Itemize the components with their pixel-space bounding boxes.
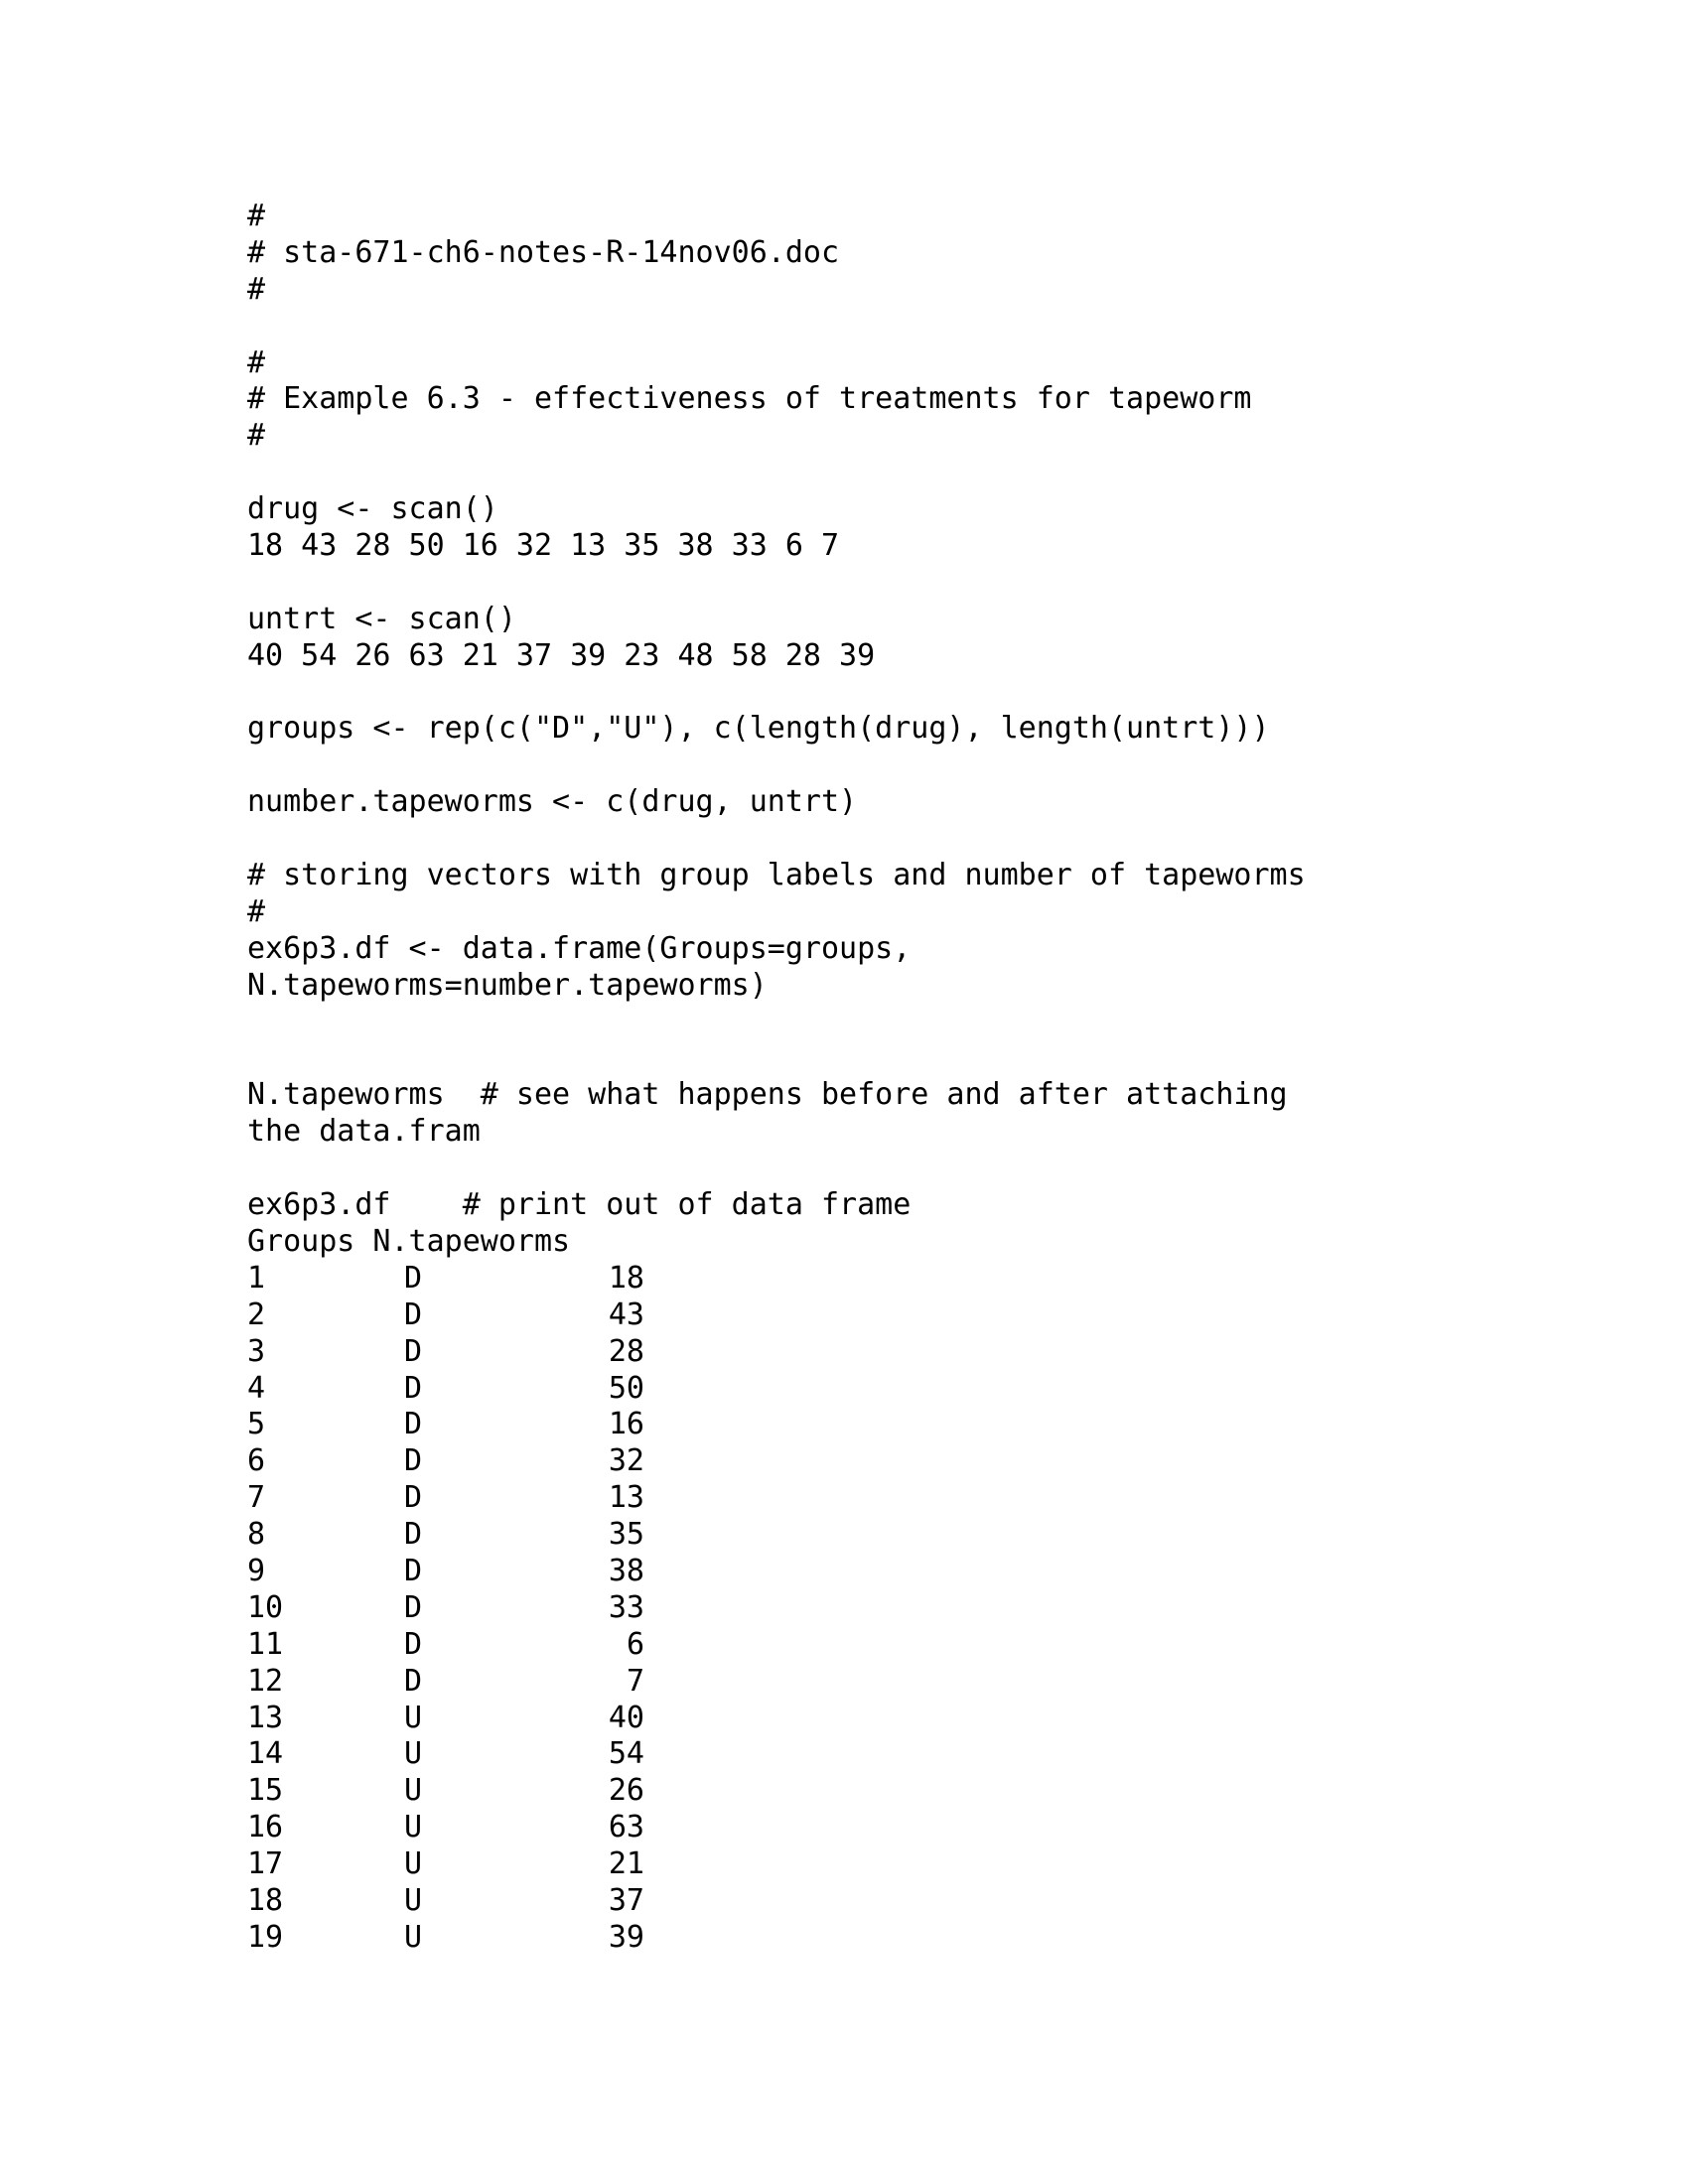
- row-index: 3: [247, 1333, 266, 1369]
- blank-line: [247, 455, 1538, 491]
- row-index: 19: [247, 1919, 284, 1955]
- drug-assign-line: drug <- scan(): [247, 491, 498, 527]
- table-row: [247, 1443, 1538, 1480]
- row-n-tapeworms: 21: [608, 1846, 644, 1882]
- storing-comment-end: #: [247, 893, 266, 929]
- header-comment-line: #: [247, 199, 266, 233]
- table-row: [247, 1736, 1538, 1773]
- row-group: D: [404, 1589, 423, 1625]
- row-index: 12: [247, 1663, 284, 1699]
- row-n-tapeworms: 43: [608, 1297, 644, 1332]
- row-n-tapeworms: 38: [608, 1553, 644, 1588]
- r-code-listing: [247, 199, 1538, 1957]
- row-index: 7: [247, 1480, 266, 1516]
- blank-line: [247, 1151, 1538, 1187]
- row-n-tapeworms: 26: [608, 1773, 644, 1809]
- row-index: 17: [247, 1846, 284, 1882]
- row-index: 10: [247, 1589, 284, 1625]
- row-n-tapeworms: 7: [626, 1663, 644, 1699]
- table-row: [247, 1883, 1538, 1920]
- blank-line: [247, 748, 1538, 784]
- ntapeworms-line-1: N.tapeworms # see what happens before and after attaching: [247, 1077, 1288, 1113]
- example-comment-line: #: [247, 344, 266, 380]
- row-group: U: [404, 1700, 423, 1735]
- groups-assign-line: groups <- rep(c("D","U"), c(length(drug), length(untrt))): [247, 711, 1270, 747]
- row-index: 8: [247, 1517, 266, 1553]
- table-header: Groups N.tapeworms: [247, 1223, 571, 1259]
- ntapeworms-line-2: the data.fram: [247, 1114, 481, 1150]
- row-index: 11: [247, 1626, 284, 1662]
- table-row: [247, 1590, 1538, 1627]
- row-group: D: [404, 1407, 423, 1442]
- table-row: [247, 1517, 1538, 1554]
- table-row: [247, 1297, 1538, 1334]
- dataframe-line-1: ex6p3.df <- data.frame(Groups=groups,: [247, 930, 912, 966]
- table-row: [247, 1334, 1538, 1371]
- row-index: 13: [247, 1700, 284, 1735]
- blank-line: [247, 675, 1538, 712]
- row-group: D: [404, 1480, 423, 1516]
- blank-line: [247, 565, 1538, 602]
- row-group: U: [404, 1846, 423, 1882]
- row-n-tapeworms: 28: [608, 1333, 644, 1369]
- print-dataframe-line: ex6p3.df # print out of data frame: [247, 1187, 912, 1223]
- table-row: [247, 1407, 1538, 1443]
- row-group: U: [404, 1810, 423, 1845]
- row-n-tapeworms: 13: [608, 1480, 644, 1516]
- table-row: [247, 1371, 1538, 1408]
- row-group: U: [404, 1736, 423, 1772]
- row-index: 1: [247, 1260, 266, 1296]
- table-row: [247, 1846, 1538, 1883]
- row-group: D: [404, 1443, 423, 1479]
- row-index: 18: [247, 1882, 284, 1918]
- row-group: D: [404, 1260, 423, 1296]
- row-n-tapeworms: 50: [608, 1370, 644, 1406]
- row-index: 5: [247, 1407, 266, 1442]
- row-index: 4: [247, 1370, 266, 1406]
- table-row: [247, 1810, 1538, 1846]
- row-n-tapeworms: 18: [608, 1260, 644, 1296]
- example-comment-title: # Example 6.3 - effectiveness of treatments for tapeworm: [247, 381, 1252, 417]
- row-n-tapeworms: 40: [608, 1700, 644, 1735]
- row-n-tapeworms: 39: [608, 1919, 644, 1955]
- header-comment-line: #: [247, 271, 266, 307]
- row-group: U: [404, 1773, 423, 1809]
- row-n-tapeworms: 32: [608, 1443, 644, 1479]
- blank-line: [247, 821, 1538, 858]
- blank-lines: [247, 1005, 1538, 1078]
- drug-values-line: 18 43 28 50 16 32 13 35 38 33 6 7: [247, 528, 840, 564]
- table-row: [247, 1627, 1538, 1664]
- table-row: [247, 1480, 1538, 1517]
- storing-comment-line: # storing vectors with group labels and number of tapeworms: [247, 858, 1306, 893]
- row-group: D: [404, 1333, 423, 1369]
- row-group: D: [404, 1517, 423, 1553]
- example-comment-line: #: [247, 418, 266, 454]
- table-row: [247, 1701, 1538, 1737]
- table-row: [247, 1554, 1538, 1590]
- row-index: 15: [247, 1773, 284, 1809]
- row-index: 14: [247, 1736, 284, 1772]
- row-group: D: [404, 1370, 423, 1406]
- row-group: U: [404, 1882, 423, 1918]
- row-index: 9: [247, 1553, 266, 1588]
- row-n-tapeworms: 35: [608, 1517, 644, 1553]
- number-assign-line: number.tapeworms <- c(drug, untrt): [247, 784, 858, 820]
- row-n-tapeworms: 63: [608, 1810, 644, 1845]
- table-row: [247, 1773, 1538, 1810]
- dataframe-line-2: N.tapeworms=number.tapeworms): [247, 967, 768, 1003]
- row-group: D: [404, 1553, 423, 1588]
- row-index: 16: [247, 1810, 284, 1845]
- row-n-tapeworms: 33: [608, 1589, 644, 1625]
- untrt-assign-line: untrt <- scan(): [247, 601, 516, 636]
- blank-line: [247, 309, 1538, 345]
- row-group: U: [404, 1919, 423, 1955]
- header-comment-filename: # sta-671-ch6-notes-R-14nov06.doc: [247, 234, 840, 270]
- row-index: 6: [247, 1443, 266, 1479]
- row-group: D: [404, 1626, 423, 1662]
- row-n-tapeworms: 37: [608, 1882, 644, 1918]
- row-group: D: [404, 1297, 423, 1332]
- data-frame-table: [247, 1261, 1538, 1957]
- table-row: [247, 1664, 1538, 1701]
- row-index: 2: [247, 1297, 266, 1332]
- row-n-tapeworms: 54: [608, 1736, 644, 1772]
- table-row: [247, 1261, 1538, 1297]
- row-n-tapeworms: 16: [608, 1407, 644, 1442]
- table-row: [247, 1920, 1538, 1957]
- row-n-tapeworms: 6: [626, 1626, 644, 1662]
- untrt-values-line: 40 54 26 63 21 37 39 23 48 58 28 39: [247, 637, 876, 673]
- row-group: D: [404, 1663, 423, 1699]
